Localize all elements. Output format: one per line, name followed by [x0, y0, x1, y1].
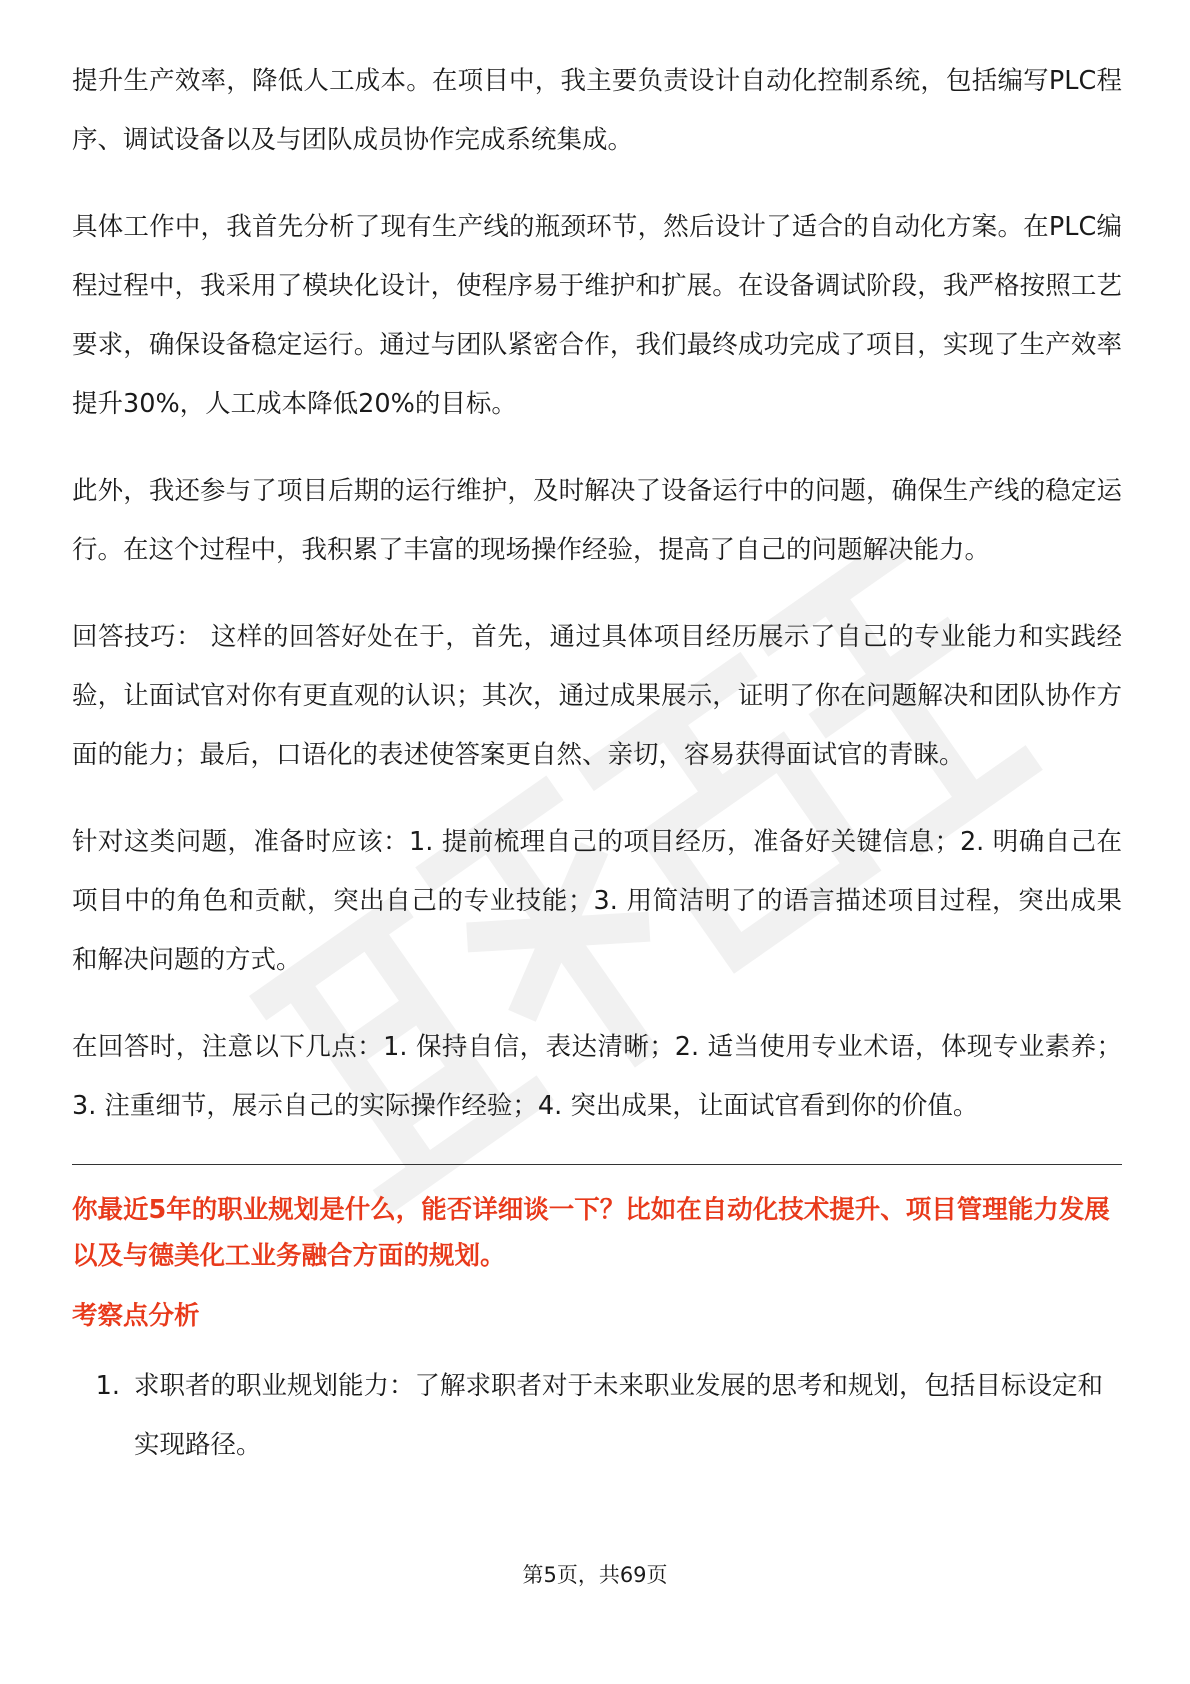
list-item-number: 1.	[95, 1371, 120, 1401]
list-item-text: 求职者的职业规划能力：了解求职者对于未来职业发展的思考和规划，包括目标设定和实现路径。	[134, 1371, 1104, 1460]
list-item	[72, 1357, 1122, 1475]
paragraph-work-details: 具体工作中，我首先分析了现有生产线的瓶颈环节，然后设计了适合的自动化方案。在PLC编程过程中，我采用了模块化设计，使程序易于维护和扩展。在设备调试阶段，我严格按照工艺要求，确保设备稳定运行。通过与团队紧密合作，我们最终成功完成了项目，实现了生产效率提升30%，人工成本降低20%的目标。	[72, 212, 1122, 419]
analysis-list	[72, 1357, 1122, 1475]
page-content	[72, 52, 1122, 1475]
paragraph-answer-tips: 回答技巧： 这样的回答好处在于，首先，通过具体项目经历展示了自己的专业能力和实践经验，让面试官对你有更直观的认识；其次，通过成果展示，证明了你在问题解决和团队协作方面的能力；最后，口语化的表述使答案更自然、亲切，容易获得面试官的青睐。	[72, 622, 1122, 770]
paragraph-answer-notes: 在回答时，注意以下几点：1. 保持自信，表达清晰；2. 适当使用专业术语，体现专业素养；3. 注重细节，展示自己的实际操作经验；4. 突出成果，让面试官看到你的价值。	[72, 1032, 1122, 1121]
page-footer: 第5页，共69页	[522, 1563, 668, 1587]
section-divider	[72, 1164, 1122, 1165]
section-heading-analysis: 考察点分析	[72, 1301, 200, 1331]
interview-question: 你最近5年的职业规划是什么，能否详细谈一下？比如在自动化技术提升、项目管理能力发展以及与德美化工业务融合方面的规划。	[72, 1195, 1110, 1271]
paragraph-project-role: 提升生产效率，降低人工成本。在项目中，我主要负责设计自动化控制系统，包括编写PLC程序、调试设备以及与团队成员协作完成系统集成。	[72, 66, 1122, 155]
paragraph-preparation: 针对这类问题，准备时应该：1. 提前梳理自己的项目经历，准备好关键信息；2. 明确自己在项目中的角色和贡献，突出自己的专业技能；3. 用简洁明了的语言描述项目过程，突出成果和解决问题的方式。	[72, 827, 1122, 975]
paragraph-maintenance: 此外，我还参与了项目后期的运行维护，及时解决了设备运行中的问题，确保生产线的稳定运行。在这个过程中，我积累了丰富的现场操作经验，提高了自己的问题解决能力。	[72, 476, 1122, 565]
